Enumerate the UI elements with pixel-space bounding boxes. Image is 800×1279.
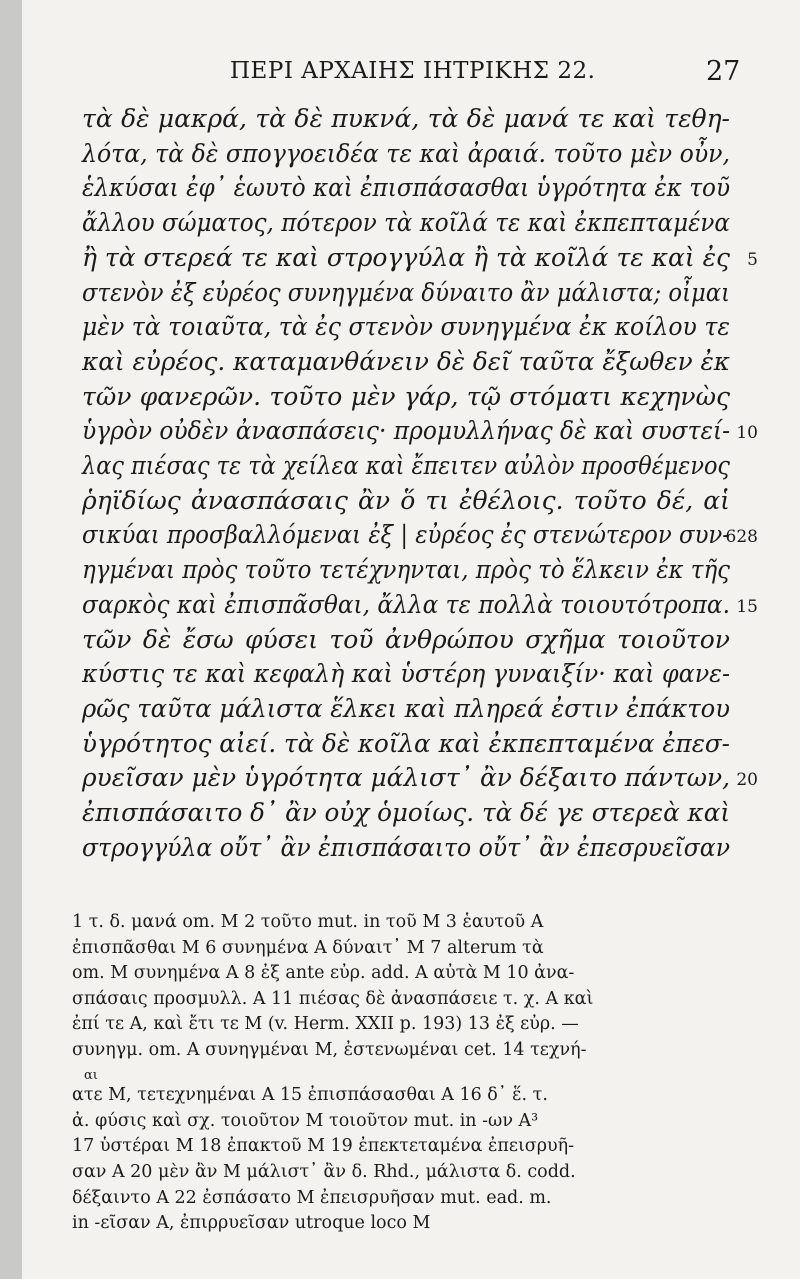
line-number: 20 — [736, 770, 758, 791]
line-text: ρυεῖσαν μὲν ὑγρότητα μάλιστ᾽ ἂν δέξαιτο πάντων, — [82, 763, 730, 793]
line-number: 5 — [747, 249, 758, 270]
line-text: τὰ δὲ μακρά, τὰ δὲ πυκνά, τὰ δὲ μανά τε καὶ τεθη- — [82, 104, 730, 133]
apparatus-line: σαν A 20 μὲν ἂν M μάλιστ᾽ ἂν δ. Rhd., μάλιστα δ. codd. — [72, 1162, 576, 1182]
running-head: ΠΕΡΙ ΑΡΧΑΙΗΣ ΙΗΤΡΙΚΗΣ 22. — [230, 58, 596, 84]
line-text: κύστις τε καὶ κεφαλὴ καὶ ὑστέρη γυναιξίν· καὶ φανε- — [82, 659, 730, 689]
apparatus-line: ατε M, τετεχνημέναι A 15 ἐπισπάσασθαι A 16 δ᾽ ἕ. τ. — [72, 1085, 548, 1106]
apparatus-line: om. M συνημένα A 8 ἐξ ante εὐρ. add. A αὐτὰ M 10 ἀνα- — [72, 963, 575, 984]
book-page — [22, 0, 800, 1279]
apparatus-line: ἀ. φύσις καὶ σχ. τοιοῦτον M τοιοῦτον mut. in -ων A³ — [72, 1110, 539, 1131]
apparatus-line: in -εῖσαν A, ἐπιρρυεῖσαν utroque loco M — [72, 1213, 431, 1234]
line-text: ἑλκύσαι ἐφ᾽ ἑωυτὸ καὶ ἐπισπάσασθαι ὑγρότητα ἐκ τοῦ — [82, 173, 730, 203]
line-number: 15 — [736, 596, 758, 617]
apparatus-line: σπάσαις προσμυλλ. A 11 πιέσας δὲ ἀνασπάσειε τ. χ. A καὶ — [72, 988, 594, 1009]
apparatus-line: ἐπισπᾶσθαι M 6 συνημένα A δύναιτ᾽ M 7 alterum τὰ — [72, 937, 544, 958]
line-text: ὑγρότητος αἰεί. τὰ δὲ κοῖλα καὶ ἐκπεπταμένα ἐπεσ- — [82, 728, 730, 758]
line-text: στρογγύλα οὔτ᾽ ἂν ἐπισπάσαιτο οὔτ᾽ ἂν ἐπεσρυεῖσαν — [82, 832, 730, 862]
line-text: ἢ τὰ στερεά τε καὶ στρογγύλα ἢ τὰ κοῖλά τε καὶ ἐς — [82, 242, 730, 272]
apparatus-line: δέξαιντο A 22 ἐσπάσατο M ἐπεισρυῆσαν mut. ead. m. — [72, 1187, 552, 1208]
apparatus-line: 1 τ. δ. μανά om. M 2 τοῦτο mut. in τοῦ M 3 ἑαυτοῦ A — [72, 912, 544, 932]
line-text: σαρκὸς καὶ ἐπισπᾶσθαι, ἄλλα τε πολλὰ τοιουτότροπα. — [82, 589, 730, 619]
line-text: τῶν δὲ ἔσω φύσει τοῦ ἀνθρώπου σχῆμα τοιοῦτον — [82, 624, 730, 654]
line-text: ὑγρὸν οὐδὲν ἀνασπάσεις· προμυλλήνας δὲ καὶ συστεί- — [82, 416, 730, 446]
line-number: 628 — [725, 527, 758, 548]
apparatus-line: ἐπί τε A, καὶ ἔτι τε M (v. Herm. XXII p. 193) 13 ἐξ εὐρ. — — [72, 1014, 579, 1035]
line-text: μὲν τὰ τοιαῦτα, τὰ ἐς στενὸν συνηγμένα ἐκ κοίλου τε — [82, 312, 730, 342]
text-line — [82, 833, 758, 873]
line-text: ἐπισπάσαιτο δ᾽ ἂν οὐχ ὁμοίως. τὰ δέ γε στερεὰ καὶ — [82, 798, 730, 827]
page-number: 27 — [706, 56, 741, 87]
page-header — [22, 58, 800, 98]
apparatus-line: συνηγμ. om. A συνηγμέναι M, ἐστενωμέναι cet. 14 τεχνή- — [72, 1040, 587, 1060]
line-text: ῥηϊδίως ἀνασπάσαις ἂν ὅ τι ἐθέλοις. τοῦτο δέ, αἱ — [82, 485, 730, 515]
line-text: λότα, τὰ δὲ σπογγοειδέα τε καὶ ἀραιά. τοῦτο μὲν οὖν, — [82, 138, 730, 168]
line-text: σικύαι προσβαλλόμεναι ἐξ | εὐρέος ἐς στενώτερον συν- — [82, 520, 730, 550]
line-number: 10 — [736, 423, 758, 444]
line-text: ηγμέναι πρὸς τοῦτο τετέχνηνται, πρὸς τὸ ἕλκειν ἐκ τῆς — [82, 555, 730, 585]
apparatus-line: αι — [84, 1067, 98, 1083]
apparatus-line: 17 ὑστέραι M 18 ἐπακτοῦ M 19 ἐπεκτεταμένα ἐπεισρυῆ- — [72, 1136, 575, 1157]
line-text: ἄλλου σώματος, πότερον τὰ κοῖλά τε καὶ ἐκπεπταμένα — [82, 208, 730, 238]
line-text: ρῶς ταῦτα μάλιστα ἕλκει καὶ πληρεά ἐστιν ἐπάκτου — [82, 693, 730, 723]
line-text: καὶ εὐρέος. καταμανθάνειν δὲ δεῖ ταῦτα ἔξωθεν ἐκ — [82, 346, 730, 376]
line-text: στενὸν ἐξ εὐρέος συνηγμένα δύναιτο ἂν μάλιστα; οἶμαι — [82, 277, 730, 307]
line-text: λας πιέσας τε τὰ χείλεα καὶ ἔπειτεν αὐλὸν προσθέμενος — [82, 451, 730, 480]
line-text: τῶν φανερῶν. τοῦτο μὲν γάρ, τῷ στόματι κεχηνὼς — [82, 381, 730, 411]
